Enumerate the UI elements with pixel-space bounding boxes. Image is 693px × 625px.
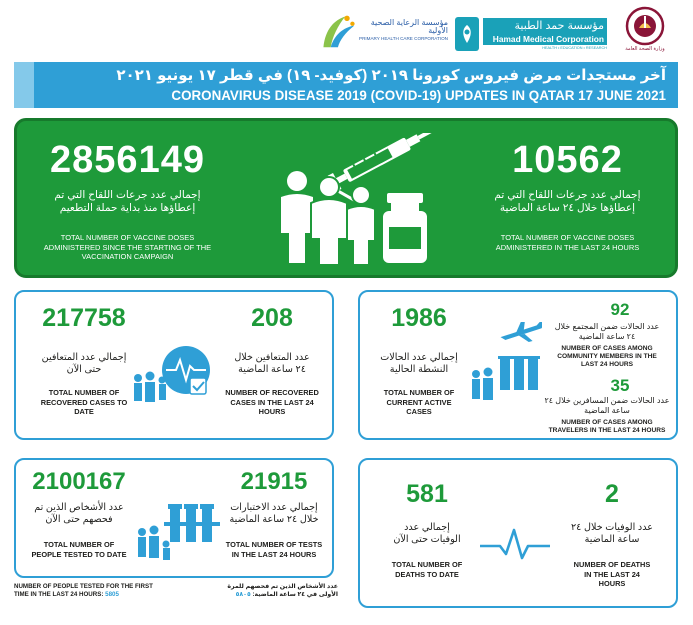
phcc-logo [318,8,448,54]
active-label-ar-1: إجمالي عدد الحالات [380,352,458,363]
doses-24h-label-ar-2: إعطاؤها خلال ٢٤ ساعة الماضية [499,202,636,214]
first-time-tested-note-ar [178,583,338,599]
total-recovered: 217758 [42,304,126,332]
page-title-ar: آخر مستجدات مرض فيروس كورونا ٢٠١٩ (كوفيد- ١٩) في قطر ١٧ يونيو ٢٠٢١ [116,67,666,84]
vaccine-doses-24h: 10562 [512,139,623,181]
travelers-community-icon [468,322,542,406]
doses-24h-label-en-2: ADMINISTERED IN THE LAST 24 HOURS [495,242,640,252]
traveler-label-ar-1: عدد الحالات ضمن المسافرين خلال ٢٤ [544,396,670,405]
recovered-24h-label-en-3: HOURS [258,407,286,416]
traveler-cases: 35 [610,376,630,395]
first-time-tested-ar-1: عدد الأشخاص الذين تم فحصهم للمرة [227,583,338,590]
hmc-name-ar: مؤسسة حمد الطبية [483,18,607,33]
total-recovered-label-ar-2: حتى الآن [66,364,102,375]
tests-24h-label-ar-2: خلال ٢٤ ساعة الماضية [229,514,319,525]
first-time-tested-value-ar: ٥٨٠٥ [235,591,251,598]
recovered-last-24h: 208 [251,304,293,332]
deaths-24h-label-en-1: NUMBER OF DEATHS [573,560,651,569]
total-deaths-label-en-2: DEATHS TO DATE [395,569,459,579]
recovered-24h-label-ar-1: عدد المتعافين خلال [234,352,310,363]
people-tested-label-ar-1: عدد الأشخاص الذين تم [34,502,124,513]
first-time-tested-note-en [14,583,164,599]
first-time-tested-value: 5805 [105,591,119,598]
total-vaccine-doses: 2856149 [50,139,205,181]
moph-emblem-icon [625,6,665,46]
page-title-en: CORONAVIRUS DISEASE 2019 (COVID-19) UPDATES IN QATAR 17 JUNE 2021 [171,88,666,103]
total-doses-label-ar-1: إجمالي عدد جرعات اللقاح التي تم [54,189,201,201]
total-people-tested: 2100167 [32,468,126,495]
total-deaths-label-ar-1: إجمالي عدد [404,522,450,533]
recovered-24h-label-ar-2: ٢٤ ساعة الماضية [238,364,306,375]
tests-24h-label-en-1: TOTAL NUMBER OF TESTS [225,540,323,549]
tests-last-24h: 21915 [240,468,308,495]
traveler-label-ar-2: ساعة الماضية [584,406,630,415]
total-doses-label-ar-2: إعطاؤها منذ بداية حملة التطعيم [59,202,196,214]
hmc-emblem-icon [455,17,479,51]
community-label-en-1: NUMBER OF CASES AMONG [561,345,653,352]
total-recovered-label-en-3: DATE [74,407,94,416]
hmc-logo [455,14,613,54]
doses-24h-label-ar-1: إجمالي عدد جرعات اللقاح التي تم [494,189,641,201]
traveler-label-en-2: TRAVELERS IN THE LAST 24 HOURS [548,427,666,434]
community-label-ar-2: ٢٤ ساعة الماضية [578,332,636,341]
tests-panel [14,458,334,578]
people-tested-label-ar-2: فحصهم حتى الآن [45,514,113,525]
tests-24h-label-ar-1: إجمالي عدد الاختبارات [230,502,318,513]
phcc-name-en: PRIMARY HEALTH CARE CORPORATION [359,36,448,41]
deaths-24h-label-en-2: IN THE LAST 24 [584,569,640,579]
active-label-en-3: CASES [406,407,432,416]
total-deaths-label-en-1: TOTAL NUMBER OF [391,560,463,569]
recovered-24h-label-en-2: CASES IN THE LAST 24 [230,397,314,407]
title-bar [14,62,678,108]
tests-24h-label-en-2: IN THE LAST 24 HOURS [231,549,317,559]
total-doses-label-en-1: TOTAL NUMBER OF VACCINE DOSES [60,233,195,242]
first-time-tested-en-1: NUMBER OF PEOPLE TESTED FOR THE FIRST [14,583,153,590]
recovered-panel [14,290,334,440]
total-active-cases: 1986 [391,304,447,332]
total-deaths: 581 [406,480,448,508]
total-deaths-label-ar-2: الوفيات حتى الآن [393,534,461,545]
community-label-en-3: LAST 24 HOURS [580,361,634,368]
moph-logo [620,6,670,56]
people-tested-label-en-1: TOTAL NUMBER OF [43,540,115,549]
first-time-tested-en-2: TIME IN THE LAST 24 HOURS: [14,591,104,598]
logo-bar [0,0,693,62]
people-tested-label-en-2: PEOPLE TESTED TO DATE [31,549,127,559]
deaths-panel [358,458,678,608]
active-label-en-1: TOTAL NUMBER OF [383,388,455,397]
first-time-tested-ar-2: الأولى في ٢٤ ساعة الماضية: [252,591,338,598]
active-cases-panel [358,290,678,440]
traveler-label-en-1: NUMBER OF CASES AMONG [561,419,653,426]
vaccination-family-icon [275,133,445,267]
total-recovered-label-en-1: TOTAL NUMBER OF [48,388,120,397]
total-doses-label-en-3: VACCINATION CAMPAIGN [81,252,174,261]
recovered-24h-label-en-1: NUMBER OF RECOVERED [225,388,319,397]
deaths-24h-label-en-3: HOURS [598,579,626,588]
doses-24h-label-en-1: TOTAL NUMBER OF VACCINE DOSES [500,233,635,242]
community-label-ar-1: عدد الحالات ضمن المجتمع خلال [554,322,660,331]
deaths-last-24h: 2 [605,480,619,508]
recovery-monitor-icon [128,342,220,404]
phcc-name-ar: مؤسسة الرعاية الصحية الأولية [370,18,448,35]
deaths-24h-label-ar-1: عدد الوفيات خلال ٢٤ [571,522,653,533]
title-stripe [14,62,34,108]
vaccine-panel [14,118,678,278]
heartbeat-line-icon [478,524,552,564]
hmc-tagline: HEALTH • EDUCATION • RESEARCH [542,46,607,50]
community-cases: 92 [610,300,630,319]
total-recovered-label-ar-1: إجمالي عدد المتعافين [41,352,127,363]
community-label-en-2: COMMUNITY MEMBERS IN THE [557,353,657,360]
active-label-ar-2: النشطة الحالية [389,364,449,375]
deaths-24h-label-ar-2: ساعة الماضية [584,534,640,545]
moph-name-ar: وزارة الصحة العامة [625,46,665,52]
total-doses-label-en-2: ADMINISTERED SINCE THE STARTING OF THE [43,242,212,252]
active-label-en-2: CURRENT ACTIVE [386,397,452,407]
total-recovered-label-en-2: RECOVERED CASES TO [40,397,128,407]
phcc-leaf-icon [318,9,356,53]
hmc-name-en: Hamad Medical Corporation [483,33,607,45]
